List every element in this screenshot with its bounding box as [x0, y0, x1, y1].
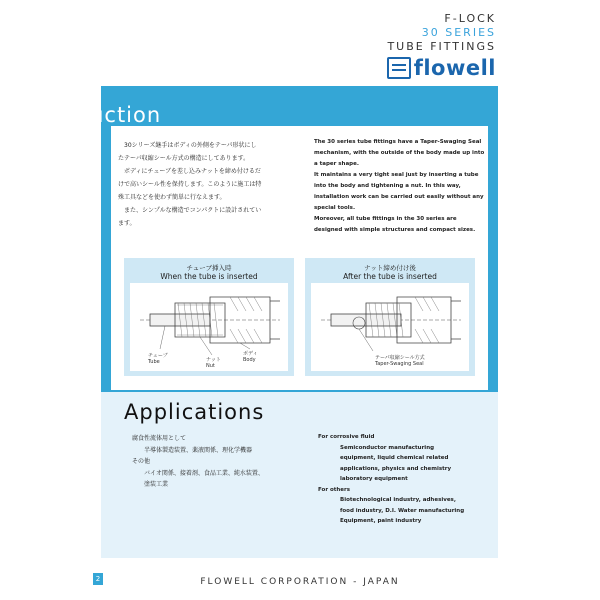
app-jp-line: 半導体製造装置、薬液関係、理化学機器 — [132, 446, 253, 454]
label-tube — [148, 353, 168, 365]
label-nut-en: Nut — [206, 363, 215, 369]
app-jp-line: その他 — [132, 458, 151, 465]
label-nut — [206, 357, 221, 369]
jp-line: たテーパ収縮シール方式の構造にしてあります。 — [118, 155, 250, 162]
header-series: 30 SERIES — [421, 26, 496, 39]
en-line: into the body and tightening a nut. In this way, — [314, 183, 461, 189]
en-line: a taper shape. — [314, 161, 359, 167]
introduction-english-text — [314, 137, 490, 236]
label-tube-jp: チューブ — [148, 353, 168, 359]
jp-line: 殊工具などを使わず簡単に行なえます。 — [118, 194, 226, 201]
jp-line: ます。 — [118, 220, 136, 227]
app-en-line: Equipment, paint industry — [318, 518, 422, 524]
applications-english-text — [318, 432, 496, 527]
en-line: Moreover, all tube fittings in the 30 series are — [314, 216, 457, 222]
app-en-line: Semiconductor manufacturing — [318, 444, 435, 451]
flowell-logo — [387, 56, 496, 80]
footer-company: FLOWELL CORPORATION - JAPAN — [200, 577, 400, 587]
label-body-jp: ボディ — [243, 351, 258, 357]
jp-line: 30シリーズ継手はボディの外側をテーパ形状にし — [118, 142, 257, 149]
label-body — [243, 351, 258, 363]
en-line: mechanism, with the outside of the body made up into — [314, 150, 485, 156]
introduction-title: Introduction — [22, 103, 162, 127]
flowell-logo-icon — [387, 57, 411, 79]
label-tube-en: Tube — [148, 359, 160, 365]
en-line: installation work can be carried out easily without any — [314, 194, 484, 200]
header-line-3: TUBE FITTINGS — [387, 40, 496, 53]
jp-line: ボディにチューブを差し込みナットを締め付けるだ — [118, 168, 261, 175]
en-line: It maintains a very tight seal just by inserting a tube — [314, 172, 479, 178]
app-en-line: laboratory equipment — [318, 476, 408, 482]
logo-text: flowell — [413, 56, 496, 80]
app-jp-line: 腐食性流体用として — [132, 435, 187, 442]
app-en-line: food industry, D.I. Water manufacturing — [318, 507, 465, 514]
app-en-line: equipment, liquid chemical related — [318, 455, 449, 461]
page-number: 2 — [93, 573, 103, 585]
jp-line: また、シンプルな構造でコンパクトに設計されてい — [118, 207, 262, 214]
figure-caption-jp: ナット締め付け後 — [364, 264, 416, 272]
en-line: designed with simple structures and compact sizes. — [314, 227, 476, 233]
label-seal-en: Taper-Swaging Seal — [375, 361, 424, 367]
label-body-en: Body — [243, 357, 256, 363]
app-jp-line: バイオ関係、接着剤、食品工業、純水装置、 — [132, 469, 264, 477]
app-en-line: applications, physics and chemistry — [318, 465, 452, 472]
jp-line: けで高いシール性を保持します。このように施工は特 — [118, 181, 262, 188]
figure-caption-en: After the tube is inserted — [343, 272, 437, 281]
figure-caption-jp: チューブ挿入時 — [186, 264, 232, 272]
app-en-line: For corrosive fluid — [318, 434, 375, 440]
introduction-japanese-text — [118, 139, 298, 230]
app-jp-line: 塗装工業 — [132, 481, 169, 488]
label-seal-jp: テーパ収縮シール方式 — [375, 355, 425, 361]
applications-japanese-text — [132, 433, 307, 491]
app-en-line: Biotechnological industry, adhesives, — [318, 497, 456, 503]
en-line: special tools. — [314, 205, 356, 211]
en-line: The 30 series tube fittings have a Taper-Swaging Seal — [314, 139, 482, 145]
figure-caption-en: When the tube is inserted — [160, 272, 258, 281]
figure-tube-inserted — [124, 258, 294, 376]
app-en-line: For others — [318, 486, 350, 493]
label-taper-swaging-seal — [375, 355, 425, 367]
figure-after-tightening — [305, 258, 475, 376]
applications-title: Applications — [124, 400, 265, 424]
header-line-1: F-LOCK — [444, 12, 496, 25]
label-nut-jp: ナット — [206, 357, 221, 363]
